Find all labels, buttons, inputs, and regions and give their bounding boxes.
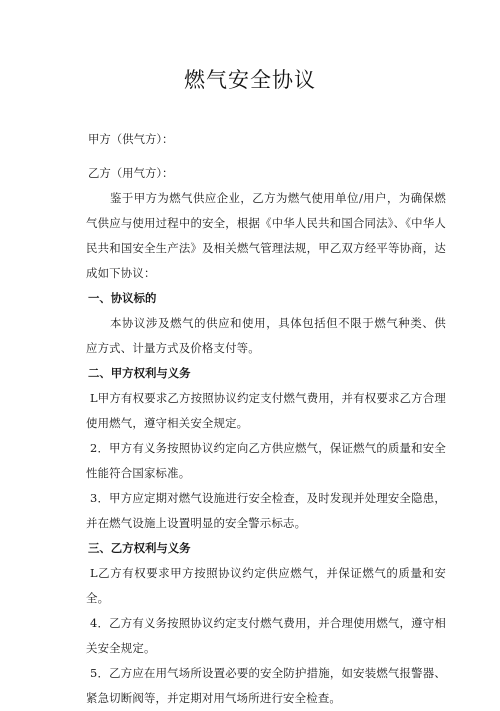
- intro-paragraph: 鉴于甲方为燃气供应企业，乙方为燃气使用单位/用户，为确保燃气供应与使用过程中的安全，根据《中华人民共和国合同法》、《中华人民共和国安全生产法》及相关燃气管理法规，甲乙双方经平等协商，达成如下协议：: [86, 191, 446, 280]
- section-heading-subject: 一、协议标的: [88, 291, 157, 305]
- party-a-clause-2: 2．甲方有义务按照协议约定向乙方供应燃气，保证燃气的质量和安全性能符合国家标准。: [86, 441, 446, 480]
- party-a-clause-1: L甲方有权要求乙方按照协议约定支付燃气费用，并有权要求乙方合理使用燃气，遵守相关安全规定。: [86, 391, 446, 430]
- section-subject-paragraph: 本协议涉及燃气的供应和使用，具体包括但不限于燃气种类、供应方式、计量方式及价格支付等。: [86, 316, 446, 355]
- party-b-clause-2: 4．乙方有义务按照协议约定支付燃气费用，并合理使用燃气，遵守相关安全规定。: [86, 616, 446, 655]
- party-a-label: 甲方（供气方）：: [88, 132, 174, 146]
- body-block: [86, 161, 446, 711]
- party-a-clause-3: 3．甲方应定期对燃气设施进行安全检查，及时发现并处理安全隐患，并在燃气设施上设置明显的安全警示标志。: [86, 491, 446, 530]
- party-a-block: [86, 127, 446, 152]
- section-heading-party-b: 三、乙方权利与义务: [88, 541, 191, 555]
- document-title: 燃气安全协议: [184, 68, 316, 92]
- party-b-clause-1: L乙方有权要求甲方按照协议约定供应燃气，并保证燃气的质量和安全。: [86, 566, 446, 605]
- party-b-clause-3: 5．乙方应在用气场所设置必要的安全防护措施，如安装燃气报警器、紧急切断阀等，并定期对用气场所进行安全检查。: [86, 666, 446, 705]
- section-heading-party-a: 二、甲方权利与义务: [88, 366, 191, 380]
- party-b-label: 乙方（用气方）：: [88, 166, 174, 180]
